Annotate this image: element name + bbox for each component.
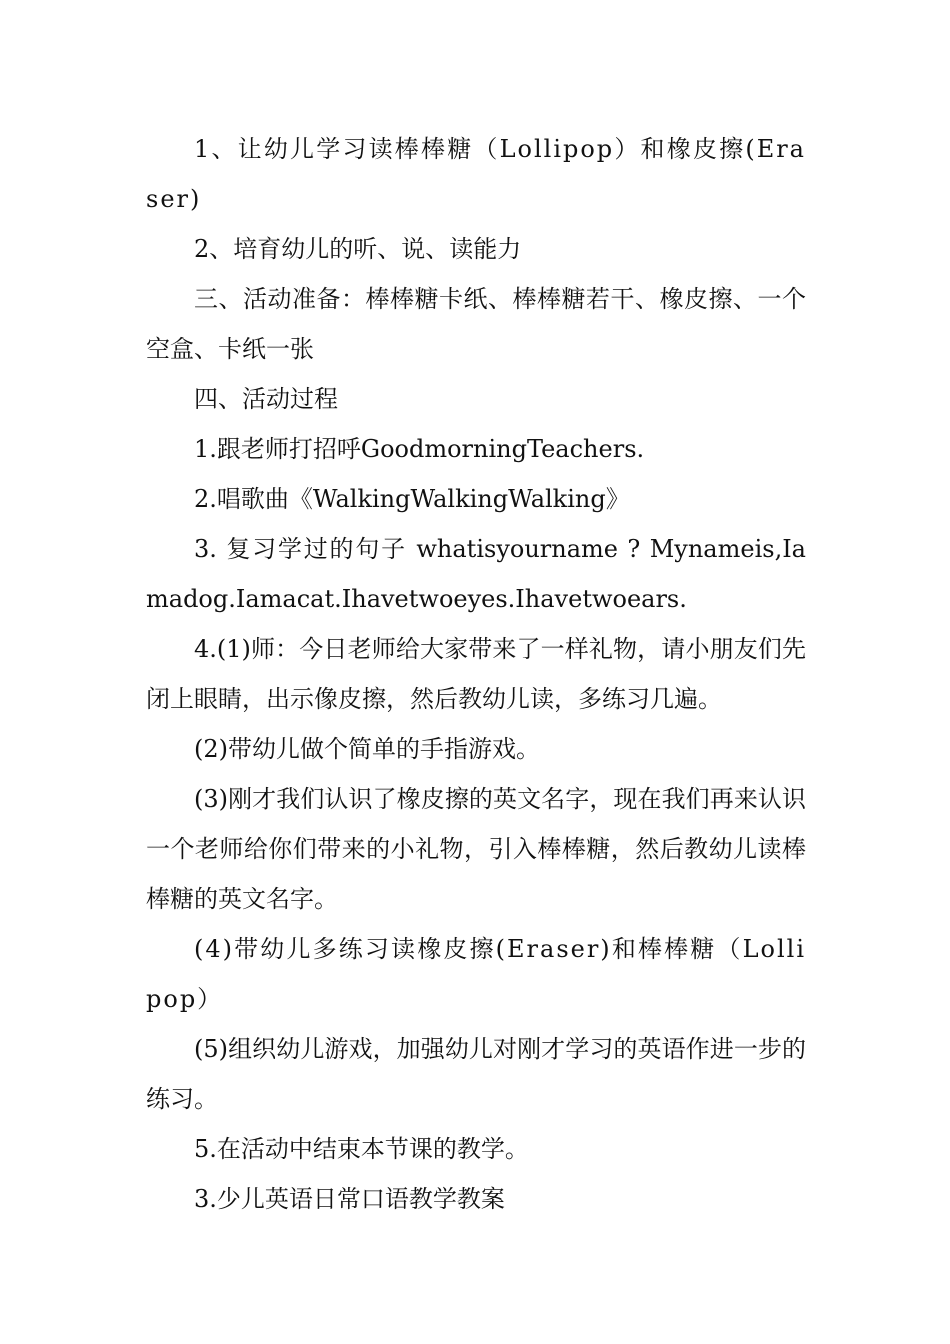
paragraph-objective-1: 1、让幼儿学习读棒棒糖（Lollipop）和橡皮擦(Eraser) (146, 135, 806, 213)
paragraph-process-heading: 四、活动过程 (194, 385, 338, 413)
paragraph-step-4-2: (2)带幼儿做个简单的手指游戏。 (194, 735, 540, 763)
paragraph-objective-2: 2、培育幼儿的听、说、读能力 (194, 235, 522, 263)
paragraph-preparation: 三、活动准备：棒棒糖卡纸、棒棒糖若干、橡皮擦、一个空盒、卡纸一张 (146, 285, 806, 363)
section-heading: 3.少儿英语日常口语教学教案 (194, 1185, 505, 1213)
paragraph-step-2: 2.唱歌曲《WalkingWalkingWalking》 (194, 485, 630, 513)
paragraph-step-5: 5.在活动中结束本节课的教学。 (194, 1135, 529, 1163)
paragraph-step-1: 1.跟老师打招呼GoodmorningTeachers. (194, 435, 645, 463)
paragraph-step-4-1: 4.(1)师：今日老师给大家带来了一样礼物，请小朋友们先闭上眼睛，出示像皮擦，然后教幼儿读，多练习几遍。 (146, 635, 806, 713)
paragraph-step-4-4: (4)带幼儿多练习读橡皮擦(Eraser)和棒棒糖（Lollipop） (146, 935, 806, 1013)
paragraph-step-4-5: (5)组织幼儿游戏，加强幼儿对刚才学习的英语作进一步的练习。 (146, 1035, 806, 1113)
document-body (146, 124, 806, 1224)
paragraph-step-4-3: (3)刚才我们认识了橡皮擦的英文名字，现在我们再来认识一个老师给你们带来的小礼物，引入棒棒糖，然后教幼儿读棒棒糖的英文名字。 (146, 785, 806, 913)
paragraph-step-3: 3. 复习学过的句子 whatisyourname ? Mynameis,Iamadog.Iamacat.Ihavetwoeyes.Ihavetwoears. (146, 535, 806, 613)
